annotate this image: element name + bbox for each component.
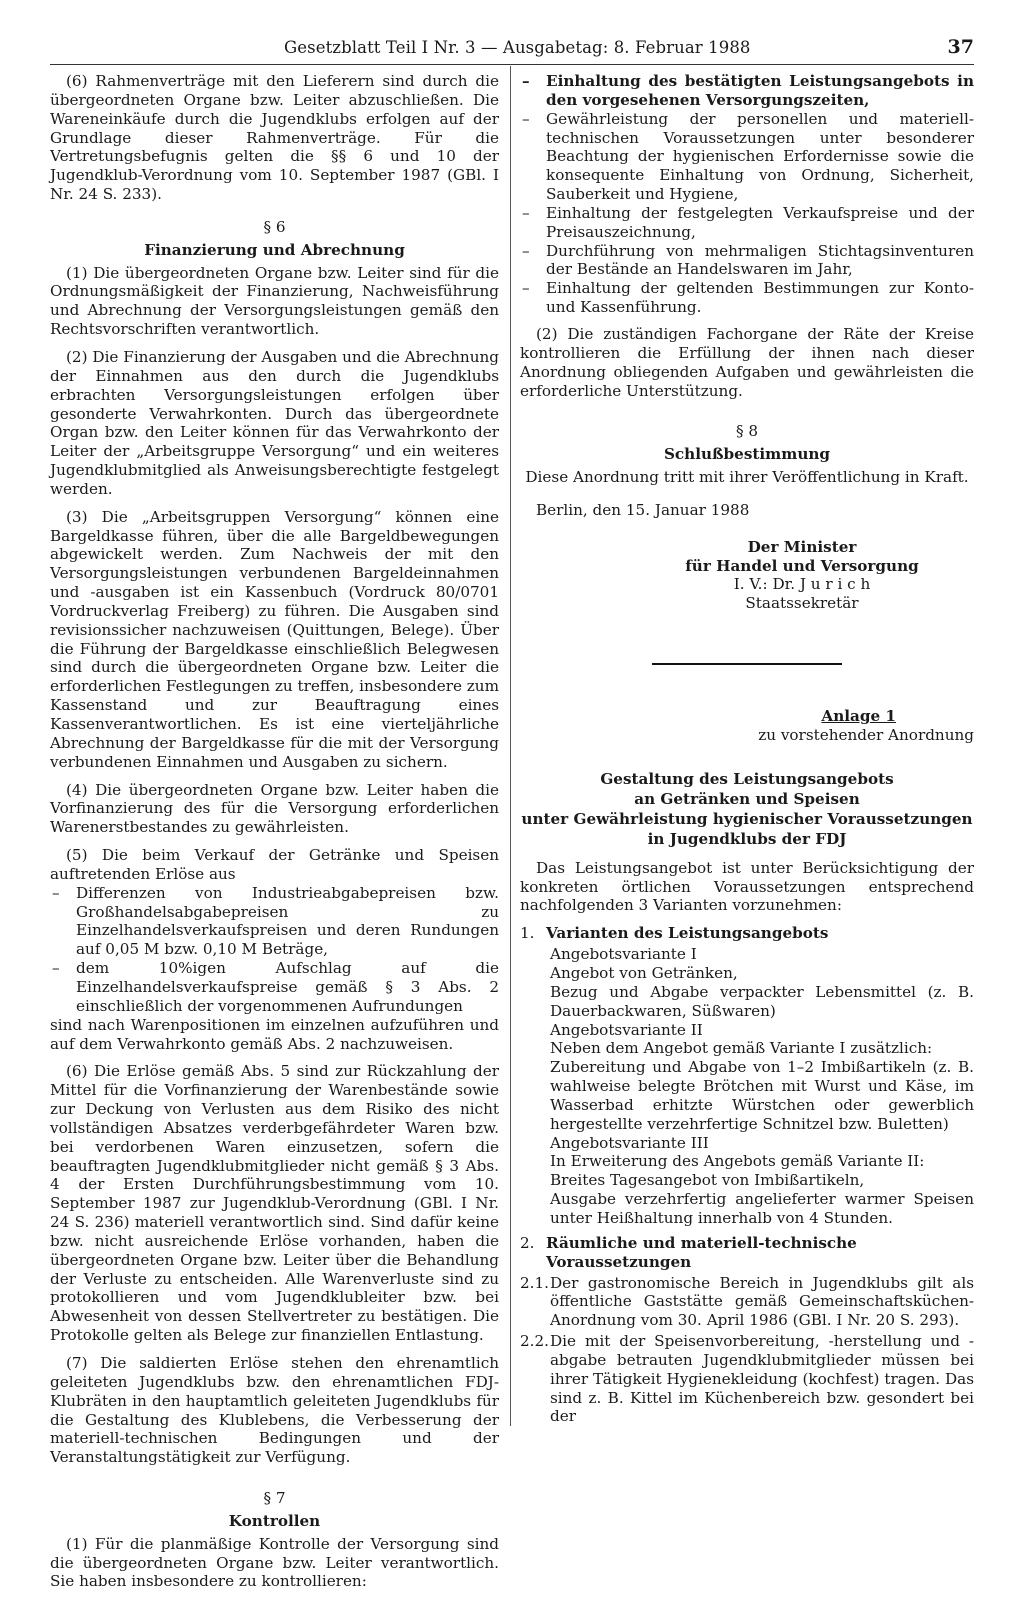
page-number: 37 (947, 36, 974, 58)
signer-name: I. V.: Dr. J u r i c h (733, 575, 871, 594)
paragraph: (6) Die Erlöse gemäß Abs. 5 sind zur Rückzahlung der Mittel für die Vorfinanzierung der Warenbestände sowie zur Deckung von Verlusten aus dem Risiko des nicht vollständigen Absatzes verderbgefährdeter Waren bzw. bei verdorbenen Waren einzusetzen, sofern die beauftragten Jugendklubmitglieder nicht gemäß § 3 Abs. 4 der Ersten Durchführungsbestimmung vom 10. September 1987 zur Jugendklub-Verordnung (GBl. I Nr. 24 S. 236) materiell verantwortlich sind. Sind dafür keine bzw. nicht ausreichende Erlöse vorhanden, haben die übergeordneten Organe bzw. Leiter über die Behandlung der Verluste zu entscheiden. Alle Warenverluste sind zu protokollieren und vom Jugendklubleiter bzw. bei Abwesenheit von dessen Stellvertreter zu bestätigen. Die Protokolle gelten als Belege zur finanziellen Entlastung. (50, 1062, 499, 1345)
paragraph: Das Leistungsangebot ist unter Berücksichtigung der konkreten örtlichen Voraussetzungen entsprechend nachfolgenden 3 Varianten vorzunehmen: (520, 858, 974, 915)
heading-title: Varianten des Leistungsangebots (546, 924, 829, 943)
paragraph: (5) Die beim Verkauf der Getränke und Speisen auftretenden Erlöse aus (50, 846, 499, 883)
annex-heading (520, 769, 974, 849)
heading-number: 1. (520, 924, 535, 943)
variant-line: Bezug und Abgabe verpackter Lebensmittel (z. B. Dauerbackwaren, Süßwaren) (550, 982, 974, 1020)
annex-heading-line: in Jugendklubs der FDJ (647, 829, 847, 848)
header-title: Gesetzblatt Teil I Nr. 3 — Ausgabetag: 8. Februar 1988 (284, 38, 751, 57)
paragraph: (2) Die Finanzierung der Ausgaben und die Abrechnung der Einnahmen aus den durch die Jugendklubs erbrachten Versorgungsleistungen erfolgen über gesonderte Verwahrkonten. Durch das übergeordnete Organ bzw. den Leiter können für das Verwahrkonto der Leiter der „Arbeitsgruppe Versorgung“ und ein weiteres Jugendklubmitglied als Anweisungsberechtigte festgelegt werden. (50, 347, 499, 498)
page-header (284, 38, 974, 62)
list-item: – Differenzen von Industrieabgabepreisen bzw. Großhandelsabgabepreisen zu Einzelhandelsverkaufspreisen und deren Rundungen auf 0,05 M bzw. 0,10 M Beträge, (50, 884, 499, 959)
numbered-heading (520, 924, 974, 943)
item-text: Die mit der Speisenvorbereitung, -herstellung und -abgabe betrauten Jugendklubmitglieder müssen bei ihrer Tätigkeit Hygienekleidung (kochfest) tragen. Das sind z. B. Kittel im Küchenbereich bzw. gesondert bei der (550, 1332, 974, 1426)
signer-org: Der Minister (747, 537, 857, 556)
variant-title: Angebotsvariante II (550, 1020, 703, 1039)
numbered-item (520, 1332, 974, 1426)
annex-heading-line: Gestaltung des Leistungsangebots (600, 769, 894, 788)
section-title: Kontrollen (228, 1511, 321, 1530)
paragraph: (4) Die übergeordneten Organe bzw. Leiter haben die Vorfinanzierung des für die Versorgung erforderlichen Warenerstbestandes zu gewährleisten. (50, 780, 499, 837)
right-column (520, 72, 974, 1428)
variant-block (520, 945, 974, 1228)
section-number: § 7 (263, 1489, 286, 1508)
dash-list (50, 884, 499, 1016)
section-number: § 6 (263, 217, 286, 236)
numbered-heading (520, 1234, 974, 1272)
annex-heading-line: an Getränken und Speisen (634, 789, 860, 808)
annex-heading-line: unter Gewährleistung hygienischer Voraussetzungen (521, 809, 973, 828)
paragraph: (2) Die zuständigen Fachorgane der Räte der Kreise kontrollieren die Erfüllung der ihnen nach dieser Anordnung obliegenden Aufgaben und gewährleisten die erforderliche Unterstützung. (520, 324, 974, 400)
signature-block (630, 538, 974, 613)
place-date: Berlin, den 15. Januar 1988 (536, 500, 750, 519)
item-text: Der gastronomische Bereich in Jugendklubs gilt als öffentliche Gaststätte gemäß Gemeinschaftsküchen-Anordnung vom 30. April 1986 (GBl. I Nr. 20 S. 293). (550, 1273, 974, 1330)
signer-role: Staatssekretär (745, 594, 859, 613)
dash-list (520, 72, 974, 317)
item-number: 2.1. (520, 1273, 549, 1292)
item-number: 2.2. (520, 1332, 549, 1351)
left-column (50, 72, 499, 1600)
list-item: – Einhaltung des bestätigten Leistungsangebots in den vorgesehenen Versorgungszeiten, (520, 72, 974, 110)
header-rule (50, 64, 974, 65)
paragraph: (7) Die saldierten Erlöse stehen den ehrenamtlich geleiteten Jugendklubs bzw. den ehrenamtlichen FDJ-Klubräten in den hauptamtlich geleiteten Jugendklubs für die Gestaltung des Klublebens, die Verbesserung der materiell-technischen Bedingungen und der Veranstaltungstätigkeit zur Verfügung. (50, 1354, 499, 1467)
heading-title: Räumliche und materiell-technische Voraussetzungen (546, 1233, 857, 1271)
annex-title: Anlage 1 (821, 707, 896, 726)
paragraph: Diese Anordnung tritt mit ihrer Veröffentlichung in Kraft. (525, 468, 969, 487)
heading-number: 2. (520, 1233, 535, 1252)
variant-line: Angebot von Getränken, (550, 964, 738, 982)
annex-label (520, 707, 974, 726)
paragraph: (3) Die „Arbeitsgruppen Versorgung“ können eine Bargeldkasse führen, über die alle Bargeldbewegungen abgewickelt werden. Zum Nachweis der mit den Versorgungsleistungen verbundenen Bargeldeinnahmen und -ausgaben ist ein Kassenbuch (Vordruck 80/0701 Vordruckverlag Freiberg) zu führen. Die Ausgaben sind revisionssicher nachzuweisen (Quittungen, Belege). Über die Führung der Bargeldkasse einschließlich Belegwesen sind durch die übergeordneten Organe bzw. Leiter die erforderlichen Festlegungen zu treffen, insbesondere zum Kassenstand und zur Beauftragung eines Kassenverantwortlichen. Es ist eine vierteljährliche Abrechnung der Bargeldkasse für die mit der Versorgung verbundenen Einnahmen und Ausgaben zu sichern. (50, 507, 499, 771)
section-title: Finanzierung und Abrechnung (144, 240, 405, 259)
list-item: – dem 10%igen Aufschlag auf die Einzelhandelsverkaufspreise gemäß § 3 Abs. 2 einschließlich der vorgenommenen Aufrundungen (50, 959, 499, 1016)
section-number: § 8 (735, 422, 759, 441)
variant-line: Neben dem Angebot gemäß Variante I zusätzlich: (550, 1039, 933, 1058)
section-title: Schlußbestimmung (663, 445, 831, 464)
variant-line: Ausgabe verzehrfertig angelieferter warmer Speisen unter Heißhaltung innerhalb von 4 Stunden. (550, 1190, 974, 1227)
list-item: – Einhaltung der festgelegten Verkaufspreise und der Preisauszeichnung, (520, 204, 974, 242)
variant-line: Zubereitung und Abgabe von 1–2 Imbißartikeln (z. B. wahlweise belegte Brötchen mit Wurst und Käse, im Wasserbad erhitzte Würstchen oder gewerblich hergestellte verzehrfertige Schnitzel bzw. Buletten) (550, 1058, 974, 1133)
variant-title: Angebotsvariante III (550, 1133, 709, 1152)
numbered-item (520, 1274, 974, 1331)
signer-org: für Handel und Versorgung (685, 556, 919, 575)
paragraph: (1) Für die planmäßige Kontrolle der Versorgung sind die übergeordneten Organe bzw. Leiter verantwortlich. Sie haben insbesondere zu kontrollieren: (50, 1534, 499, 1591)
list-item: – Gewährleistung der personellen und materiell-technischen Voraussetzungen unter besonderer Beachtung der hygienischen Erfordernisse sowie die konsequente Einhaltung von Ordnung, Sicherheit, Sauberkeit und Hygiene, (520, 110, 974, 204)
list-item: – Einhaltung der geltenden Bestimmungen zur Konto- und Kassenführung. (520, 279, 974, 317)
variant-title: Angebotsvariante I (550, 945, 697, 964)
separator-rule (652, 663, 842, 665)
list-item: – Durchführung von mehrmaligen Stichtagsinventuren der Bestände an Handelswaren im Jahr, (520, 242, 974, 280)
annex-subtitle: zu vorstehender Anordnung (758, 725, 974, 744)
variant-line: Breites Tagesangebot von Imbißartikeln, (550, 1171, 865, 1190)
paragraph: (6) Rahmenverträge mit den Lieferern sind durch die übergeordneten Organe bzw. Leiter abzuschließen. Die Wareneinkäufe durch die Jugendklubs erfolgen auf der Grundlage dieser Rahmenverträge. Für die Vertretungsbefugnis gelten die §§ 6 und 10 der Jugendklub-Verordnung vom 10. September 1987 (GBl. I Nr. 24 S. 233). (50, 72, 499, 204)
column-divider (510, 66, 511, 1426)
paragraph: (1) Die übergeordneten Organe bzw. Leiter sind für die Ordnungsmäßigkeit der Finanzierung, Nachweisführung und Abrechnung der Versorgungsleistungen gemäß den Rechtsvorschriften verantwortlich. (50, 263, 499, 339)
paragraph: sind nach Warenpositionen im einzelnen aufzuführen und auf dem Verwahrkonto gemäß Abs. 2 nachzuweisen. (50, 1015, 499, 1053)
variant-line: In Erweiterung des Angebots gemäß Variante II: (550, 1152, 925, 1171)
